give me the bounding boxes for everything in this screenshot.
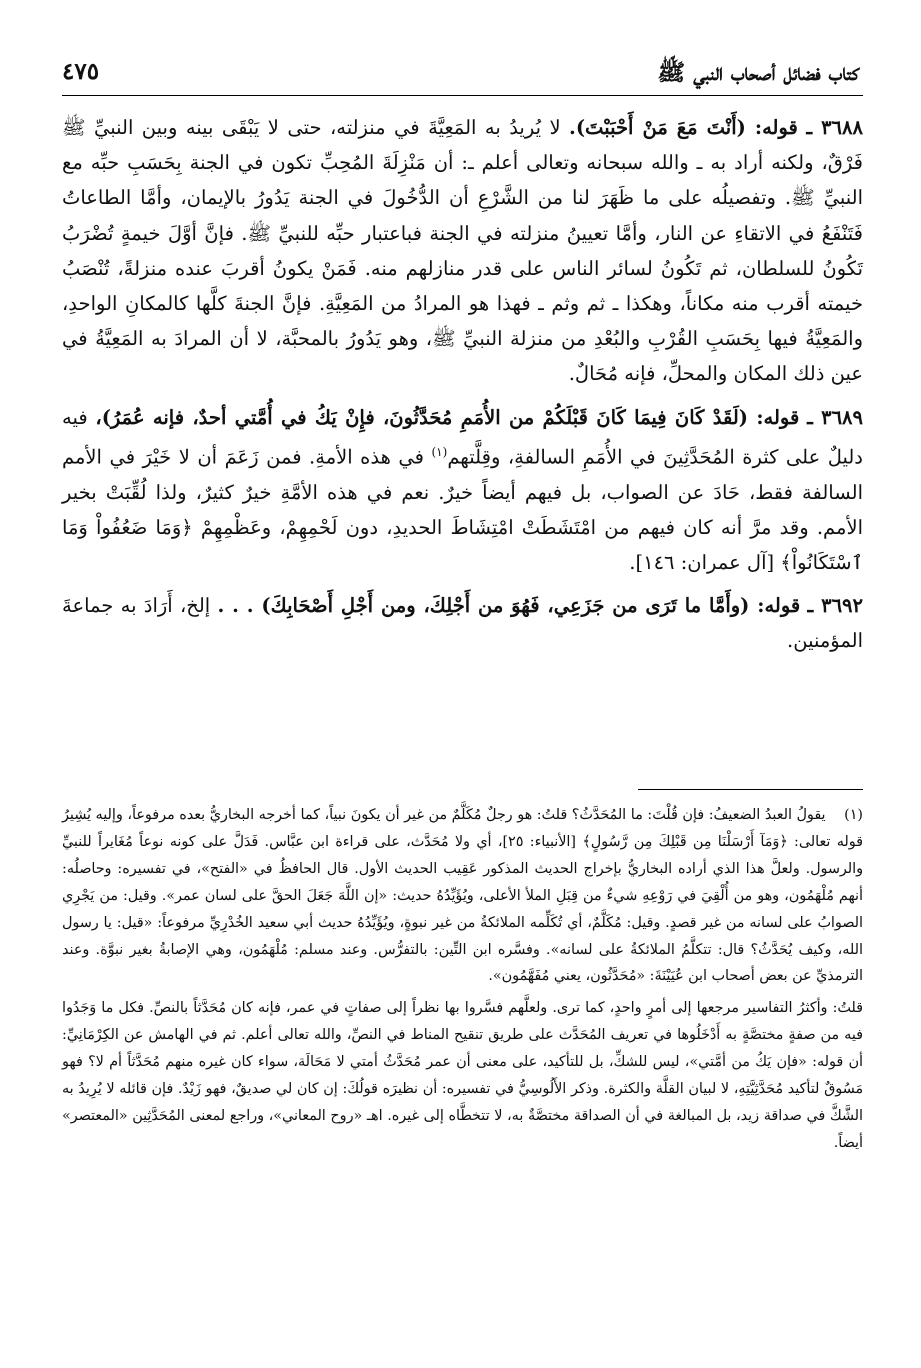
entry-3692 (62, 588, 863, 658)
footnotes (62, 802, 863, 1162)
footnote-paragraph-1 (62, 802, 863, 990)
running-title: كتاب فضائل أصحاب النبي ﷺ (657, 59, 859, 86)
main-text (62, 110, 863, 667)
entry-text-continued: في هذه الأمةِ. فمن زَعَمَ أن لا خَيْرَ في الأمم السالفة فقط، حَادَ عن الصواب، بل فيهم أيضاً خيرٌ. نعم في هذه الأمَّةِ خيرٌ كثيرٌ، ولذا لُقِّبَتْ بخير الأمم. وقد مرَّ أنه كان فيهم من امْتَشَطَتْ امْتِشَاطَ الحديدِ، دون لَحْمِهِمْ، وعَظْمِهِمْ ﴿وَمَا ضَعُفُواْ وَمَا ٱسْتَكَانُواْ﴾ [آل عمران: ١٤٦]. (62, 445, 863, 574)
footnote-paragraph-2 (62, 995, 863, 1156)
entry-3689 (62, 400, 863, 581)
footnote-ref[interactable]: (١) (431, 444, 448, 459)
page-number: ٤٧٥ (62, 58, 100, 85)
footnote-text: قلتُ: وأكثرُ التفاسير مرجعها إلى أمرٍ واحدٍ، كما ترى. ولعلَّهم فسَّروا بها نظراً إلى صفاتٍ في عمر، فإنه كان مُحَدَّثاً بالنصِّ. فكل ما وَجَدُوا فيه من صفةٍ مختصَّةٍ به أَدْخَلُوها في تعريف المُحَدَّث على طريق تنقيح المناط في النصِّ، والله تعالى أعلم. ثم في الهامش عن الكِرْمَانِيِّ: أن قوله: «فإن يَكُ من أمَّتي»، ليس للشكِّ، بل للتأكيد، على معنى أن عمر مُحَدَّثُ أمتي لا مَحَالَة، سواء كان غيره منهم مُحَدَّثاً أم لا؟ فهو مَسُوقٌ لتأكيد مُحَدَّثِيَّتِهِ، لا لبيان القلَّة والكثرة. وذكر الأَلُوسِيُّ في تفسيره: أن نظيرَه قولُكَ: إن كان لي صديقٌ، فهو زَيْدٌ. فإن قائله لا يُرِيدُ به الشَّكَّ في صداقة زيد، بل المبالغة في أن الصداقة مختصَّةٌ به، لا تتخطَّاه إلى غيره. اهـ «روح المعاني»، وراجع لمعنى المُحَدَّثِين «المعتصر» أيضاً. (62, 1000, 863, 1151)
entry-quote: قوله: (لَقَدْ كَانَ فِيمَا كَانَ قَبْلَكُمْ من الأُمَمِ مُحَدَّثُونَ، فإِنْ يَكُ في أُمَّتي أحدٌ، فإنه عُمَرُ)، (95, 405, 800, 429)
entry-text: لا يُريدُ به المَعِيَّةَ في منزلته، حتى لا يَبْقَى بينه وبين النبيِّ ﷺ فَرْقٌ، ولكنه أراد به ـ والله سبحانه وتعالى أعلم ـ: أن مَنْزِلَةَ المُحِبِّ تكون في الجنة بِحَسَبِ حبِّه مع النبيِّ ﷺ. وتفصيلُه على ما ظَهَرَ لنا من الشَّرْعِ أن الدُّخُولَ في الجنة يَدُورُ بالإيمان، وأمَّا الطاعاتُ فَتَنْفَعُ في الاتقاءِ عن النار، وأمَّا تعيينُ منزلته في الجنة فباعتبار حبِّه للنبيِّ ﷺ. فإنَّ أوَّلَ خيمةٍ تُضْرَبُ تَكُونُ للسلطان، ثم تَكُونُ لسائر الناس على قدر منازلهم منه. فَمَنْ يكونُ أقربَ عنده منزلةً، تُنْصَبُ خيمته أقرب منه مكاناً، وهكذا ـ ثم وثم ـ فهذا هو المرادُ من المَعِيَّةِ. فإنَّ الجنةَ كلَّها كالمكانِ الواحدِ، والمَعِيَّةُ فيها بِحَسَبِ القُرْبِ والبُعْدِ من منزلة النبيِّ ﷺ، وهو يَدُورُ بالمحبَّة، لا أن المرادَ به المَعِيَّةُ في عين ذلك المكان والمحلِّ، فإنه مُحَالٌ. (62, 116, 863, 386)
entry-number: ٣٦٨٩ ـ (807, 405, 863, 429)
entry-3688 (62, 110, 863, 392)
entry-number: ٣٦٩٢ ـ (807, 594, 863, 618)
footnote-marker: (١) (844, 807, 863, 823)
entry-quote: قوله: (أَنْتَ مَعَ مَنْ أَحْبَبْتَ). (569, 116, 798, 139)
entry-text: فيه دليلٌ على كثرة المُحَدَّثِينَ في الأُمَمِ السالفةِ، وقِلَّتهم (62, 405, 863, 469)
entry-quote: قوله: (وأَمَّا ما تَرَى من جَزَعِي، فَهُوَ من أَجْلِكَ، ومن أَجْلِ أَصْحَابِكَ) . . . (217, 594, 801, 618)
entry-text: إلخ، أَرَادَ به جماعةَ المؤمنين. (62, 594, 863, 653)
page-header (62, 56, 859, 96)
entry-number: ٣٦٨٨ ـ (806, 116, 863, 139)
footnote-text: يقولُ العبدُ الضعيفُ: فإن قُلْتَ: ما المُحَدَّثُ؟ قلتُ: هو رجلٌ مُكَلَّمٌ من غير أن يكونَ نبياً، كما أخرجه البخاريُّ بعده مرفوعاً، وإليه يُشِيرُ قوله تعالى: ﴿وَمَآ أَرْسَلْنَا مِن قَبْلِكَ مِن رَّسُولٍ﴾ [الأنبياء: ٢٥]، أي ولا مُحَدَّث، على قراءة ابن عبَّاس. فَدَلَّ على كونه نوعاً مُغَايراً للنبيِّ والرسول. ولعلَّ هذا الذي أراده البخاريُّ بإخراج الحديث المذكور عَقِيب الحديث الأول. قال الحافظُ في «الفتح»، في تفسيره: وحاصلُه: أنهم مُلْهَمُون، وهو من أُلْقِيَ في رَوْعِهِ شيءٌ من قِبَلِ الملأ الأعلى، ويُؤَيِّدُهُ حديث: «إن اللَّهَ جَعَلَ الحقَّ على لسان عمر». وقيل: من يَجْرِي الصوابُ على لسانه من غير قصدٍ. وقيل: مُكَلَّمٌ، أي تُكَلِّمه الملائكةُ من غير نبوةٍ، ويُؤَيِّدُهُ حديث أبي سعيد الخُدْرِيِّ مرفوعاً: «قيل: يا رسول الله، وكيف يُحَدَّثُ؟ قال: تتكلَّمُ الملائكةُ على لسانه». وفسَّره ابن التِّين: بالتفرُّس. وعند مسلم: مُلْهَمُون، وهي الإصابةُ بغير نبوَّة. وعند الترمذيِّ عن بعض أصحاب ابن عُيَيْنَةَ: «مُحَدَّثُون، يعني مُفَهَّمُون». (62, 807, 863, 985)
header-divider (62, 95, 863, 96)
footnote-divider (638, 789, 863, 790)
